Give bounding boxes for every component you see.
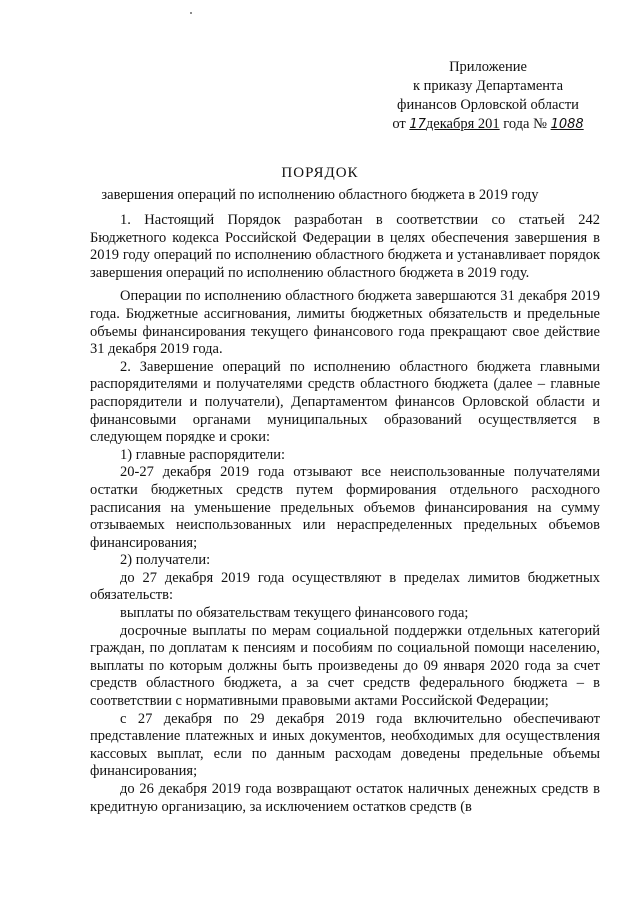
paragraph-6: 2) получатели: [120,552,211,569]
attachment-department-line: финансов Орловской области [397,97,579,113]
date-prefix: от [392,116,406,132]
paragraph-4: 1) главные распорядители: [120,446,285,463]
paragraph-10: с 27 декабря по 29 декабря 2019 года включительно обеспечивают представление платежных и иных документов, необходимых для осуществления кассовых выплат, если по данным расходам доведены предельные объемы финансирования; [90,710,600,780]
paragraph-7: до 27 декабря 2019 года осуществляют в пределах лимитов бюджетных обязательств: [90,569,600,604]
attachment-order-line: к приказу Департамента [412,78,564,94]
paragraph-3: 2. Завершение операций по исполнению областного бюджета главными распорядителями и получателями средств областного бюджета (далее – главные распорядители и получатели), Департаментом финансов Орловской области и финансовыми органами муниципальных образований осуществляется в следующем порядке и сроки: [90,358,600,446]
title-block [0,163,640,205]
attachment-label: Приложение [449,59,527,75]
date-day-handwritten: 17 [409,117,426,132]
paragraph-5: 20-27 декабря 2019 года отзывают все неиспользованные получателями остатки бюджетных средств путем формирования отдельного расходного расписания на уменьшение предельных объемов финансирования на сумму отзываемых неиспользованных или нераспределенных предельных объемов финансирования; [90,464,600,551]
date-suffix: года № [503,116,547,132]
date-month-year: декабря 201 [425,116,500,132]
paragraph-9: досрочные выплаты по мерам социальной поддержки отдельных категорий граждан, по доплатам к пенсиям и пособиям по социальной помощи населению, выплаты по которым должны быть произведены до 09 января 2020 года за счет средств областного бюджета, а за счет средств федерального бюджета – в соответствии с нормативными правовыми актами Российской Федерации; [90,622,600,710]
scan-speck [190,12,192,14]
paragraph-8: выплаты по обязательствам текущего финансового года; [120,605,469,622]
document-subtitle: завершения операций по исполнению областного бюджета в 2019 году [101,187,539,203]
paragraph-11: до 26 декабря 2019 года возвращают остаток наличных денежных средств в кредитную организацию, за исключением остатков средств (в [90,781,600,815]
paragraph-1: 1. Настоящий Порядок разработан в соответствии со статьей 242 Бюджетного кодекса Российской Федерации в целях обеспечения завершения в 2019 году операций по исполнению областного бюджета и устанавливает порядок завершения операций по исполнению областного бюджета в 2019 году. [90,212,600,281]
document-title: ПОРЯДОК [281,165,359,181]
paragraph-2: Операции по исполнению областного бюджета завершаются 31 декабря 2019 года. Бюджетные ассигнования, лимиты бюджетных обязательств и предельные объемы финансирования текущего финансового года прекращают свое действие 31 декабря 2019 года. [90,288,600,358]
attachment-date-line [388,115,588,134]
attachment-header [388,58,588,134]
document-body [90,212,600,816]
order-number-handwritten: 1088 [550,117,584,132]
